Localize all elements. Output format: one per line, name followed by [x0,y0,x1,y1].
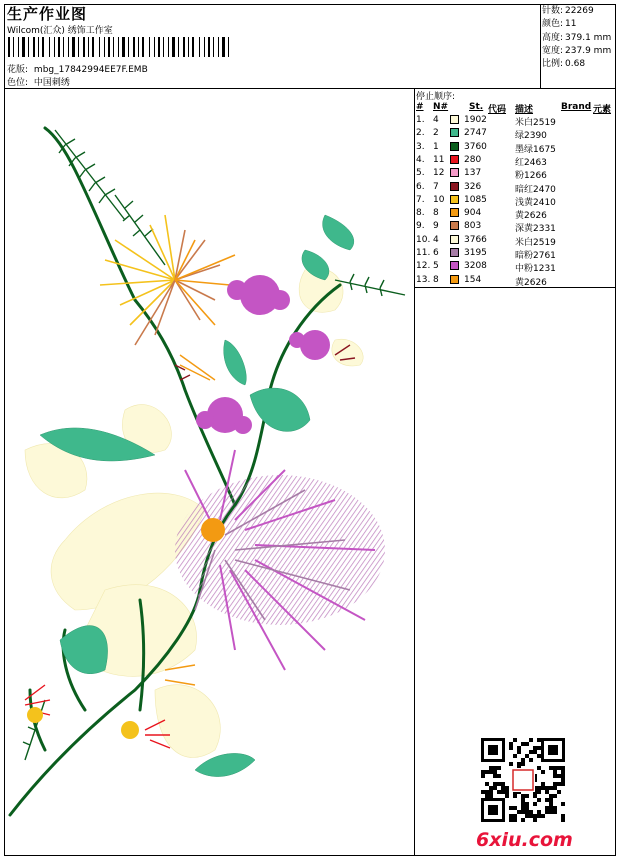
table-row [416,235,612,248]
color-swatch [450,208,459,217]
row-code: 3760 [464,141,487,152]
stop-sequence-title: 停止顺序: [416,92,456,102]
col-header-n: N# [433,102,449,112]
row-needle: 4 [433,115,439,125]
color-swatch [450,261,459,270]
row-description: 深黄2331 [515,224,556,235]
row-needle: 8 [433,208,439,219]
qr-code [481,738,565,822]
table-row [416,128,612,141]
row-description: 浅黄2410 [515,197,556,208]
row-description: 黄2626 [515,277,547,288]
row-description: 米白2519 [515,237,556,248]
row-index: 6. [416,181,425,192]
purple-chrysanthemum [175,450,385,670]
stat-width: 宽度: 237.9 mm [542,45,612,56]
stat-stitches: 针数: 22269 [542,6,594,16]
row-index: 5. [416,168,425,179]
col-header-brand: Brand [561,102,592,112]
row-description: 黄2626 [515,211,547,222]
row-code: 3766 [464,234,487,245]
stat-scale: 比例: 0.68 [542,59,586,70]
row-needle: 2 [433,128,439,139]
row-index: 2. [416,128,425,139]
row-code: 280 [464,154,482,165]
col-header-st: St. [469,102,484,112]
color-swatch [450,182,459,191]
stat-height: 高度: 379.1 mm [542,32,612,43]
color-swatch [450,115,459,124]
row-index: 1. [416,115,425,125]
table-divider [414,88,415,856]
row-needle: 11 [433,154,445,165]
row-needle: 6 [433,248,439,258]
row-description: 暗红2470 [515,184,556,195]
table-row [416,115,612,128]
table-row [416,261,612,274]
row-needle: 10 [433,194,445,205]
col-header-num: # [416,102,424,112]
row-description: 墨绿1675 [515,144,556,155]
row-code: 3195 [464,248,487,258]
row-needle: 8 [433,274,439,285]
row-needle: 7 [433,181,439,192]
row-code: 803 [464,221,482,232]
design-file-line [7,62,148,75]
header-divider [4,88,616,89]
color-value: 中国刺绣 [33,78,70,88]
table-row [416,208,612,221]
design-file-label: 花版: [7,65,29,75]
row-needle: 4 [433,234,439,245]
row-code: 154 [464,274,482,285]
design-file-name: mbg_17842994EE7F.EMB [33,65,148,75]
row-index: 13. [416,274,431,285]
color-line [7,75,70,88]
row-description: 中粉1231 [515,264,556,275]
row-needle: 1 [433,141,439,152]
row-code: 904 [464,208,482,219]
color-swatch [450,195,459,204]
color-swatch [450,275,459,284]
row-description: 粉1266 [515,171,547,182]
row-description: 绿2390 [515,131,547,142]
row-description: 红2463 [515,157,547,168]
row-needle: 5 [433,261,439,272]
color-swatch [450,142,459,151]
table-row [416,248,612,261]
row-description: 米白2519 [515,118,556,128]
row-code: 2747 [464,128,487,139]
table-row [416,155,612,168]
stat-colors: 颜色: 11 [542,19,577,30]
color-label: 色位: [7,78,29,88]
row-index: 8. [416,208,425,219]
barcode [8,37,234,57]
row-code: 1902 [464,115,487,125]
row-index: 7. [416,194,425,205]
row-index: 4. [416,154,425,165]
row-code: 3208 [464,261,487,272]
color-swatch [450,128,459,137]
color-swatch [450,221,459,230]
yellow-flower [100,215,235,345]
row-index: 10. [416,234,431,245]
table-row [416,275,612,288]
col-header-elem: 元素 [593,105,612,115]
color-swatch [450,168,459,177]
table-row [416,182,612,195]
table-row [416,221,612,234]
page-title: 生产作业图 [7,5,88,23]
embroidery-design [5,90,413,855]
row-needle: 9 [433,221,439,232]
stats-divider [540,4,541,88]
color-swatch [450,235,459,244]
watermark-logo: 6xiu.com [476,829,573,851]
row-index: 12. [416,261,431,272]
row-index: 11. [416,248,431,258]
row-code: 137 [464,168,482,179]
color-swatch [450,155,459,164]
table-row [416,142,612,155]
row-description: 暗粉2761 [515,251,556,261]
stats-panel [542,5,611,71]
table-row [416,168,612,181]
table-row [416,195,612,208]
row-index: 3. [416,141,425,152]
row-index: 9. [416,221,425,232]
col-header-code: 代码 [488,105,507,115]
row-needle: 12 [433,168,445,179]
row-code: 1085 [464,194,487,205]
row-code: 326 [464,181,482,192]
studio-name: Wilcom(汇众) 绣饰工作室 [7,26,113,36]
color-swatch [450,248,459,257]
col-header-desc: 描述 [515,105,534,115]
